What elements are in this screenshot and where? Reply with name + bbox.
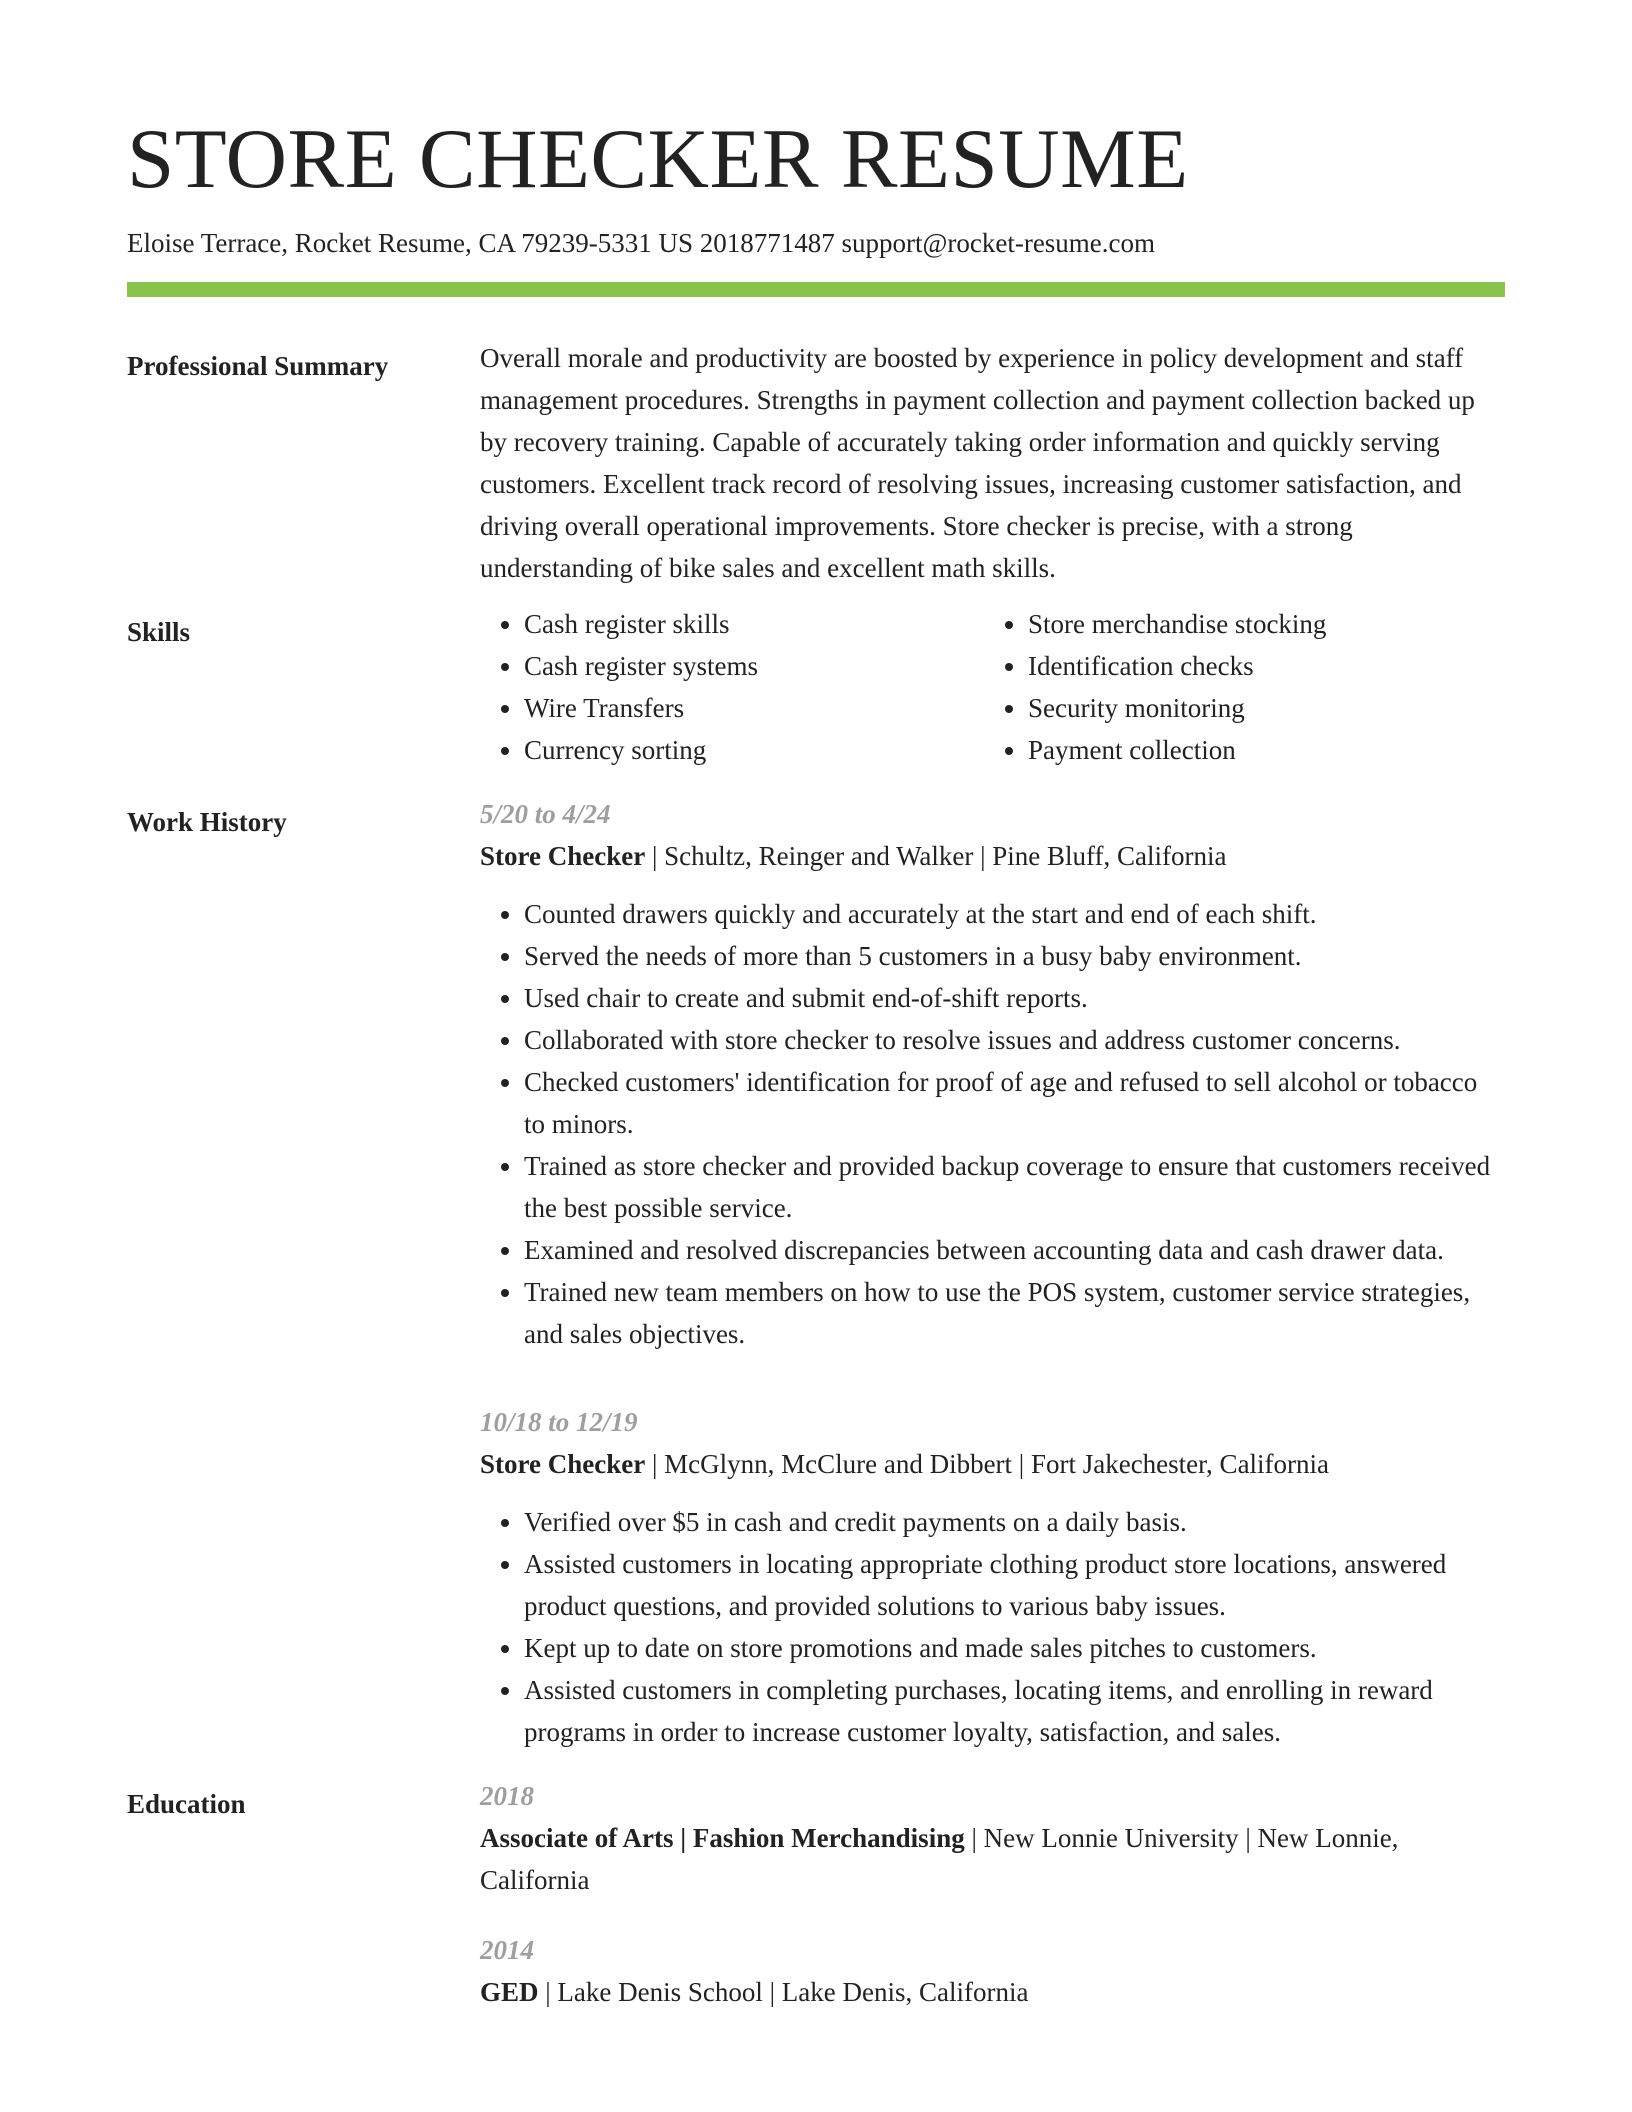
skill-item: • Payment collection: [1028, 729, 1488, 771]
job-bullet: • Counted drawers quickly and accurately at the start and end of each shift.: [524, 893, 1505, 935]
work-history-section: [127, 801, 1505, 1753]
job-details: | Schultz, Reinger and Walker | Pine Bluff, California: [645, 841, 1227, 872]
job-details: | McGlynn, McClure and Dibbert | Fort Jakechester, California: [645, 1449, 1330, 1480]
skill-item: • Cash register systems: [524, 645, 984, 687]
skill-item: • Security monitoring: [1028, 687, 1488, 729]
job-bullet: • Used chair to create and submit end-of-shift reports.: [524, 977, 1505, 1019]
education-entry: [480, 1929, 1505, 2013]
job-dates: 5/20 to 4/24: [480, 799, 611, 830]
summary-text: Overall morale and productivity are boosted by experience in policy development and staff management procedures. Strengths in payment collection and payment collection backed up by recovery training. Capable of accurately taking order information and quickly serving customers. Excellent track record of resolving issues, increasing customer satisfaction, and driving overall operational improvements. Store checker is precise, with a strong understanding of bike sales and excellent math skills.: [480, 343, 1475, 584]
job-bullet: • Verified over $5 in cash and credit payments on a daily basis.: [524, 1501, 1505, 1543]
job-bullet: • Checked customers' identification for proof of age and refused to sell alcohol or tobacco to minors.: [524, 1061, 1505, 1145]
contact-line: Eloise Terrace, Rocket Resume, CA 79239-5331 US 2018771487 support@rocket-resume.com: [127, 228, 1156, 258]
job-dates: 10/18 to 12/19: [480, 1407, 638, 1438]
skill-item: • Identification checks: [1028, 645, 1488, 687]
job-bullet: • Trained new team members on how to use the POS system, customer service strategies, and sales objectives.: [524, 1271, 1505, 1355]
skill-item: • Wire Transfers: [524, 687, 984, 729]
job-title: Store Checker: [480, 841, 646, 872]
job-entry: [480, 793, 1505, 1355]
job-entry: [480, 1401, 1505, 1753]
job-heading: [480, 1443, 1505, 1485]
education-heading: [480, 1817, 1505, 1901]
skills-list-left: [480, 603, 984, 771]
skills-section: [127, 611, 1505, 771]
education-year: 2014: [480, 1935, 534, 1966]
summary-section: [127, 345, 1505, 589]
education-degree: GED: [480, 1977, 539, 2008]
job-bullet: • Served the needs of more than 5 customers in a busy baby environment.: [524, 935, 1505, 977]
education-section: [127, 1783, 1505, 2013]
section-label-summary: Professional Summary: [127, 351, 389, 382]
education-degree: Associate of Arts | Fashion Merchandising: [480, 1823, 965, 1854]
skill-item: • Cash register skills: [524, 603, 984, 645]
education-year: 2018: [480, 1781, 534, 1812]
education-entry: [480, 1775, 1505, 1901]
job-bullets: [480, 893, 1505, 1355]
job-bullet: • Kept up to date on store promotions and made sales pitches to customers.: [524, 1627, 1505, 1669]
education-heading: [480, 1971, 1505, 2013]
page-title: STORE CHECKER RESUME: [127, 112, 1189, 206]
section-label-skills: Skills: [127, 617, 191, 648]
job-bullet: • Collaborated with store checker to resolve issues and address customer concerns.: [524, 1019, 1505, 1061]
section-label-education: Education: [127, 1789, 246, 1820]
skill-item: • Currency sorting: [524, 729, 984, 771]
skills-columns: [480, 603, 1505, 771]
skills-list-right: [984, 603, 1488, 771]
job-bullet: • Assisted customers in locating appropriate clothing product store locations, answered product questions, and provided solutions to various baby issues.: [524, 1543, 1505, 1627]
job-heading: [480, 835, 1505, 877]
header-divider: [127, 282, 1505, 297]
job-bullet: • Examined and resolved discrepancies between accounting data and cash drawer data.: [524, 1229, 1505, 1271]
section-label-work: Work History: [127, 807, 287, 838]
job-bullet: • Trained as store checker and provided backup coverage to ensure that customers received the best possible service.: [524, 1145, 1505, 1229]
job-title: Store Checker: [480, 1449, 646, 1480]
job-bullets: [480, 1501, 1505, 1753]
job-bullet: • Assisted customers in completing purchases, locating items, and enrolling in reward programs in order to increase customer loyalty, satisfaction, and sales.: [524, 1669, 1505, 1753]
skill-item: • Store merchandise stocking: [1028, 603, 1488, 645]
education-details: | Lake Denis School | Lake Denis, California: [538, 1977, 1029, 2008]
education-details: | New Lonnie University | New Lonnie, California: [480, 1823, 1399, 1896]
